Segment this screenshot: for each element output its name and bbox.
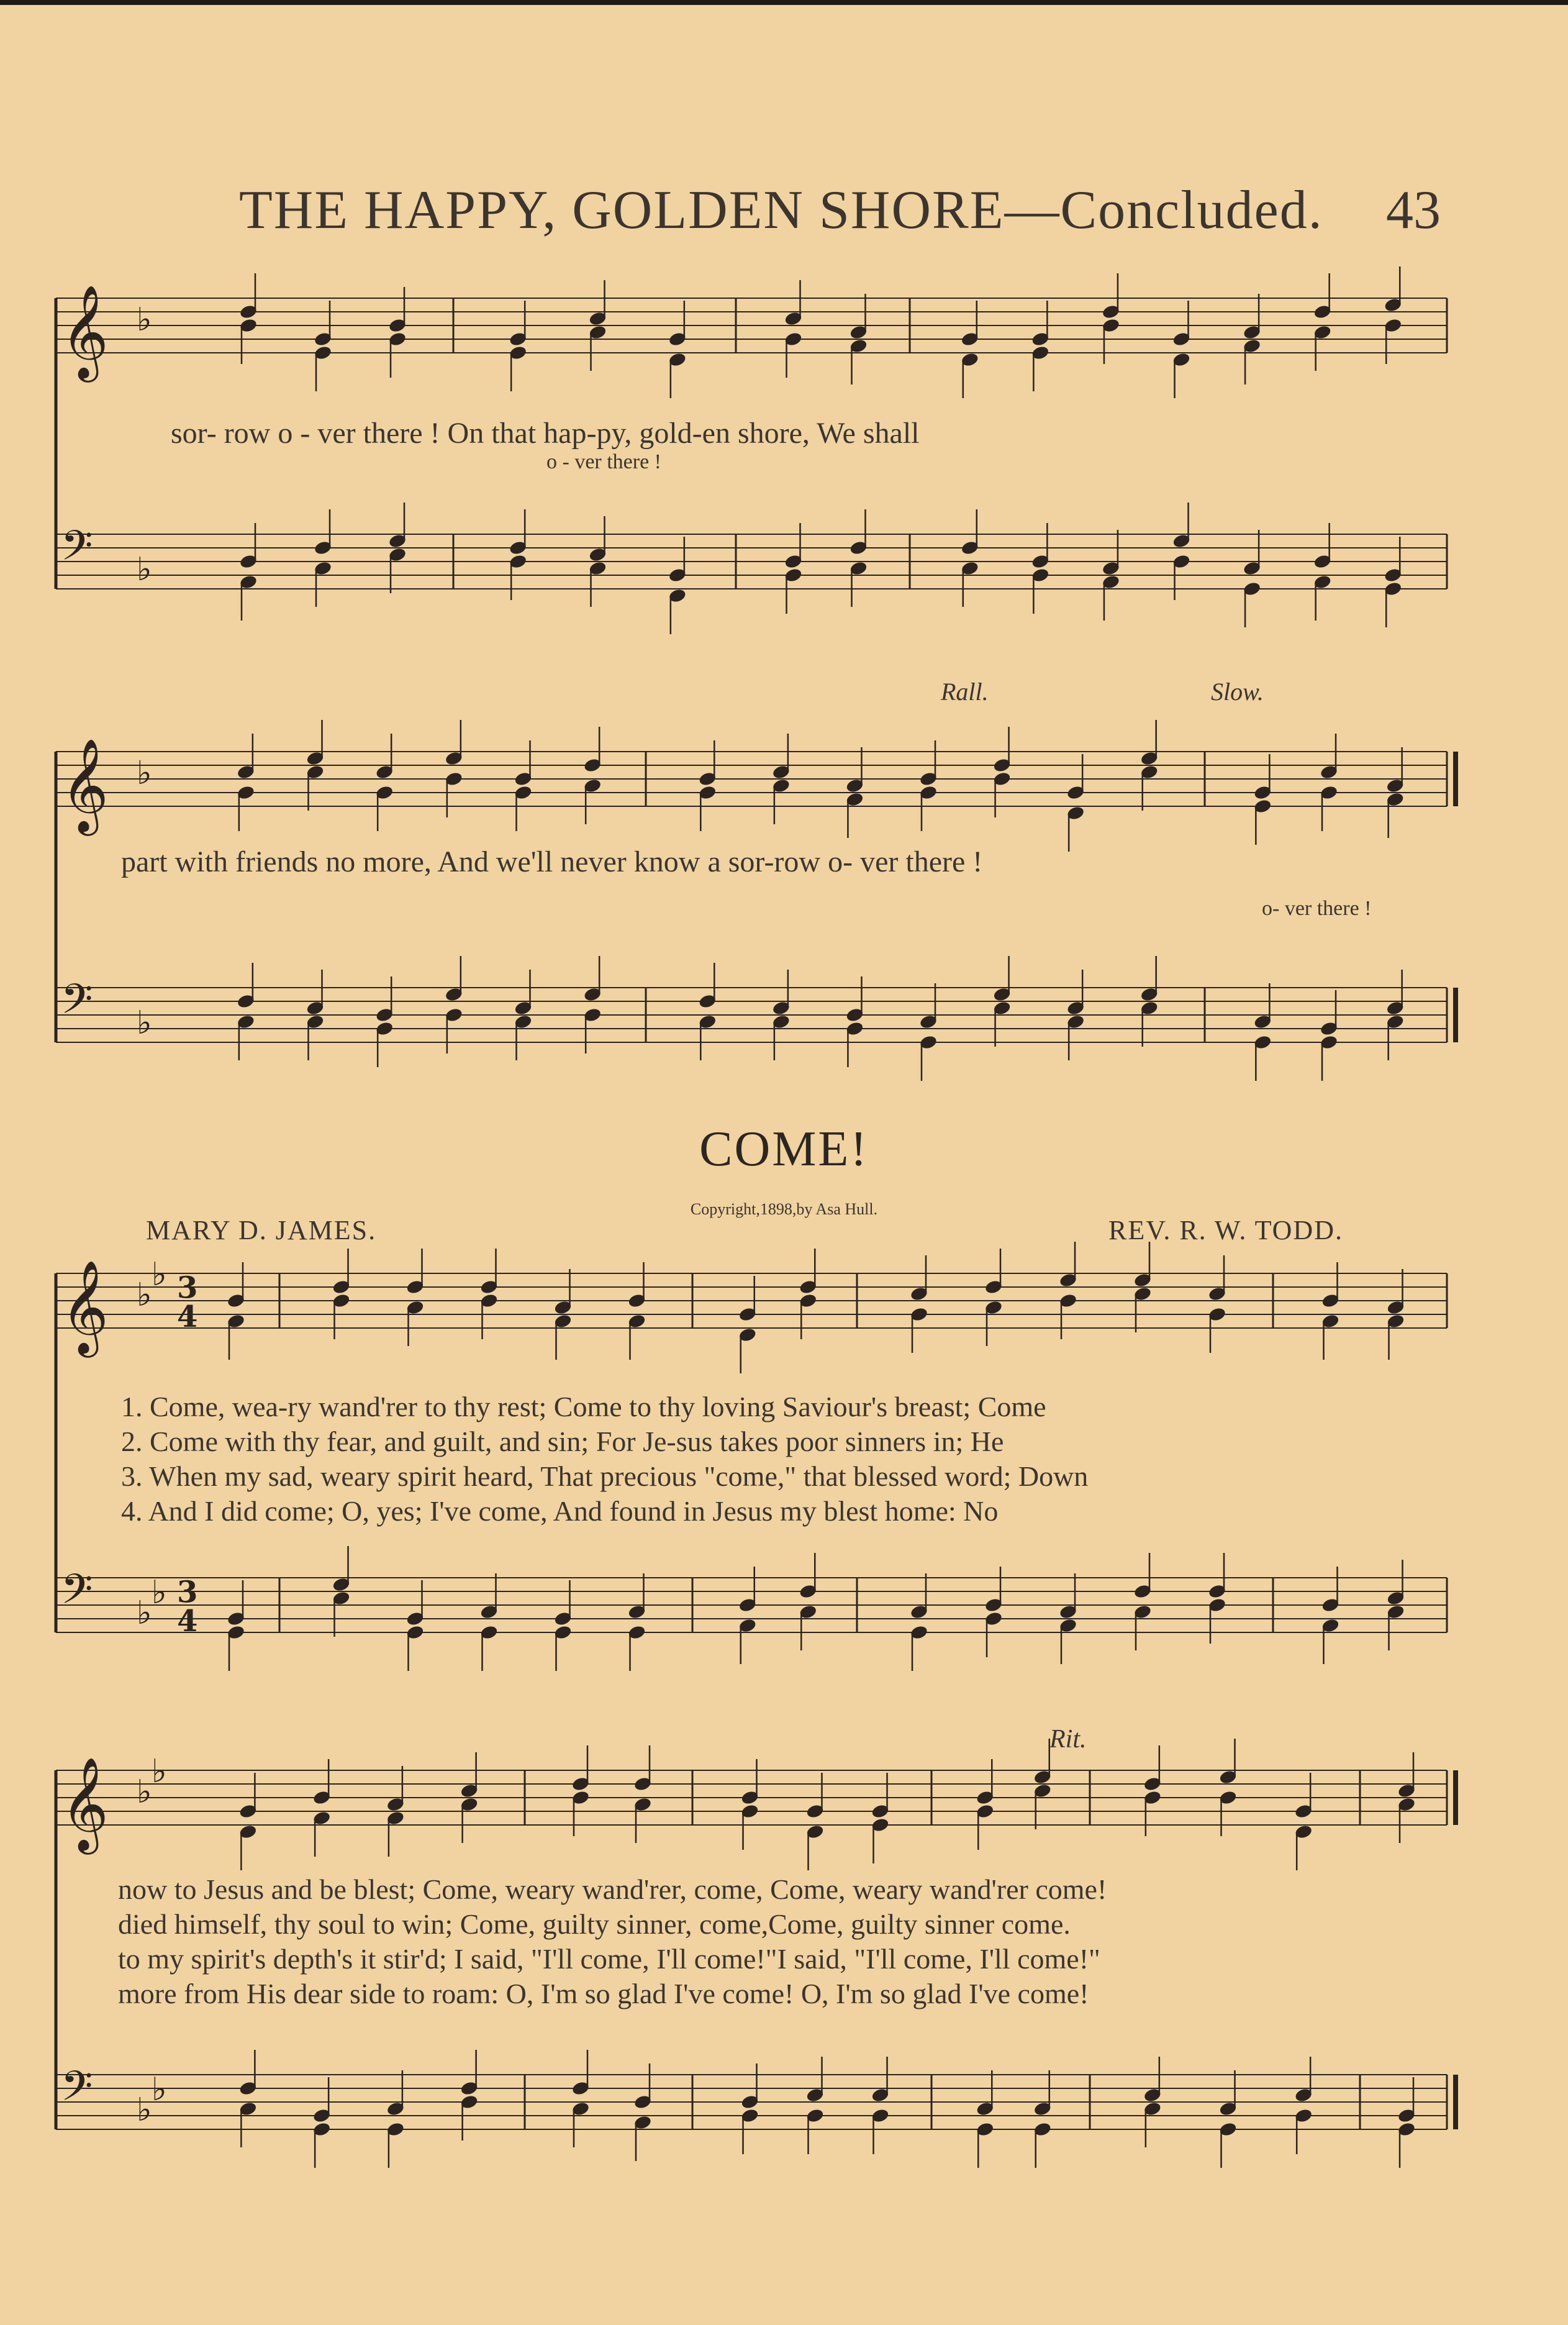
bass-staff [56,2050,1447,2168]
hymn2-system2-staves [56,1752,1453,2199]
bass-staff [56,1546,1447,1671]
time-signature-icon: 3 [177,1575,198,1610]
flat-icon: ♭ [152,1574,167,1611]
hymn1-system2-lyrics: part with friends no more, And we'll never know a sor-row o- ver there ! [121,845,983,878]
bass-clef-icon: 𝄢 [61,522,93,580]
svg-text:4: 4 [177,1299,198,1334]
composer: REV. R. W. TODD. [1108,1215,1343,1245]
flat-icon: ♭ [152,1753,167,1790]
bass-staff [56,956,1447,1081]
svg-text:4: 4 [177,1603,198,1639]
bass-clef-icon: 𝄢 [61,975,93,1033]
hymn1-system1-lyrics: sor- row o - ver there ! On that hap-py, gold-en shore, We shall [171,417,920,450]
lyricist: MARY D. JAMES. [146,1215,377,1245]
song-title: COME! [699,1122,869,1176]
flat-icon: ♭ [137,1595,152,1632]
page-number: 43 [1386,180,1441,240]
flat-icon: ♭ [137,755,152,792]
hymn1-system2-echo: o- ver there ! [1262,897,1372,920]
treble-clef-icon: 𝄞 [61,1259,109,1354]
page-top-edge [0,0,1568,5]
treble-clef-icon: 𝄞 [61,737,109,832]
flat-icon: ♭ [137,1773,152,1811]
flat-icon: ♭ [137,2091,152,2129]
hymn1-system1-echo: o - ver there ! [546,450,662,473]
bass-staff [56,503,1447,634]
treble-staff [56,1739,1447,1870]
verse4-line2: more from His dear side to roam: O, I'm so glad I've come! O, I'm so glad I've come! [118,1978,1089,2009]
tempo-rit: Rit. [1049,1725,1087,1754]
treble-staff [56,720,1447,852]
flat-icon: ♭ [137,551,152,588]
verse1-line2: now to Jesus and be blest; Come, weary wand'rer, come, Come, weary wand'rer come! [118,1873,1107,1905]
verse3-line1: 3. When my sad, weary spirit heard, That precious "come," that blessed word; Down [121,1460,1089,1492]
verse2-line2: died himself, thy soul to win; Come, guilty sinner, come,Come, guilty sinner come. [118,1908,1071,1940]
hymn1-system1-staves [56,261,1453,665]
flat-icon: ♭ [137,1004,152,1042]
verse1-line1: 1. Come, wea-ry wand'rer to thy rest; Come to thy loving Saviour's breast; Come [121,1391,1046,1422]
hymn1-system1 [56,261,1453,665]
treble-clef-icon: 𝄞 [61,284,109,378]
tempo-slow: Slow. [1211,678,1264,706]
time-signature-icon: 3 [177,1270,198,1306]
bass-clef-icon: 𝄢 [61,2062,93,2120]
copyright-notice: Copyright,1898,by Asa Hull. [690,1200,878,1218]
treble-staff [56,1242,1447,1373]
flat-icon: ♭ [137,1276,152,1314]
flat-icon: ♭ [152,2071,167,2108]
page-header [0,179,1568,247]
bass-clef-icon: 𝄢 [61,1565,93,1623]
flat-icon: ♭ [152,1256,167,1293]
page-title: THE HAPPY, GOLDEN SHORE—Concluded. [239,180,1323,240]
verse2-line1: 2. Come with thy fear, and guilt, and sin; For Je-sus takes poor sinners in; He [121,1426,1004,1457]
flat-icon: ♭ [137,301,152,339]
treble-staff [56,266,1447,398]
verse3-line2: to my spirit's depth's it stir'd; I said, "I'll come, I'll come!"I said, "I'll come, I'll come!" [118,1943,1100,1975]
tempo-rall: Rall. [941,678,989,706]
hymn1-system2 [56,677,1453,1099]
verse4-line1: 4. And I did come; O, yes; I've come, And found in Jesus my blest home: No [121,1495,999,1527]
treble-clef-icon: 𝄞 [61,1756,109,1850]
hymn1-system2-staves [56,714,1453,1137]
